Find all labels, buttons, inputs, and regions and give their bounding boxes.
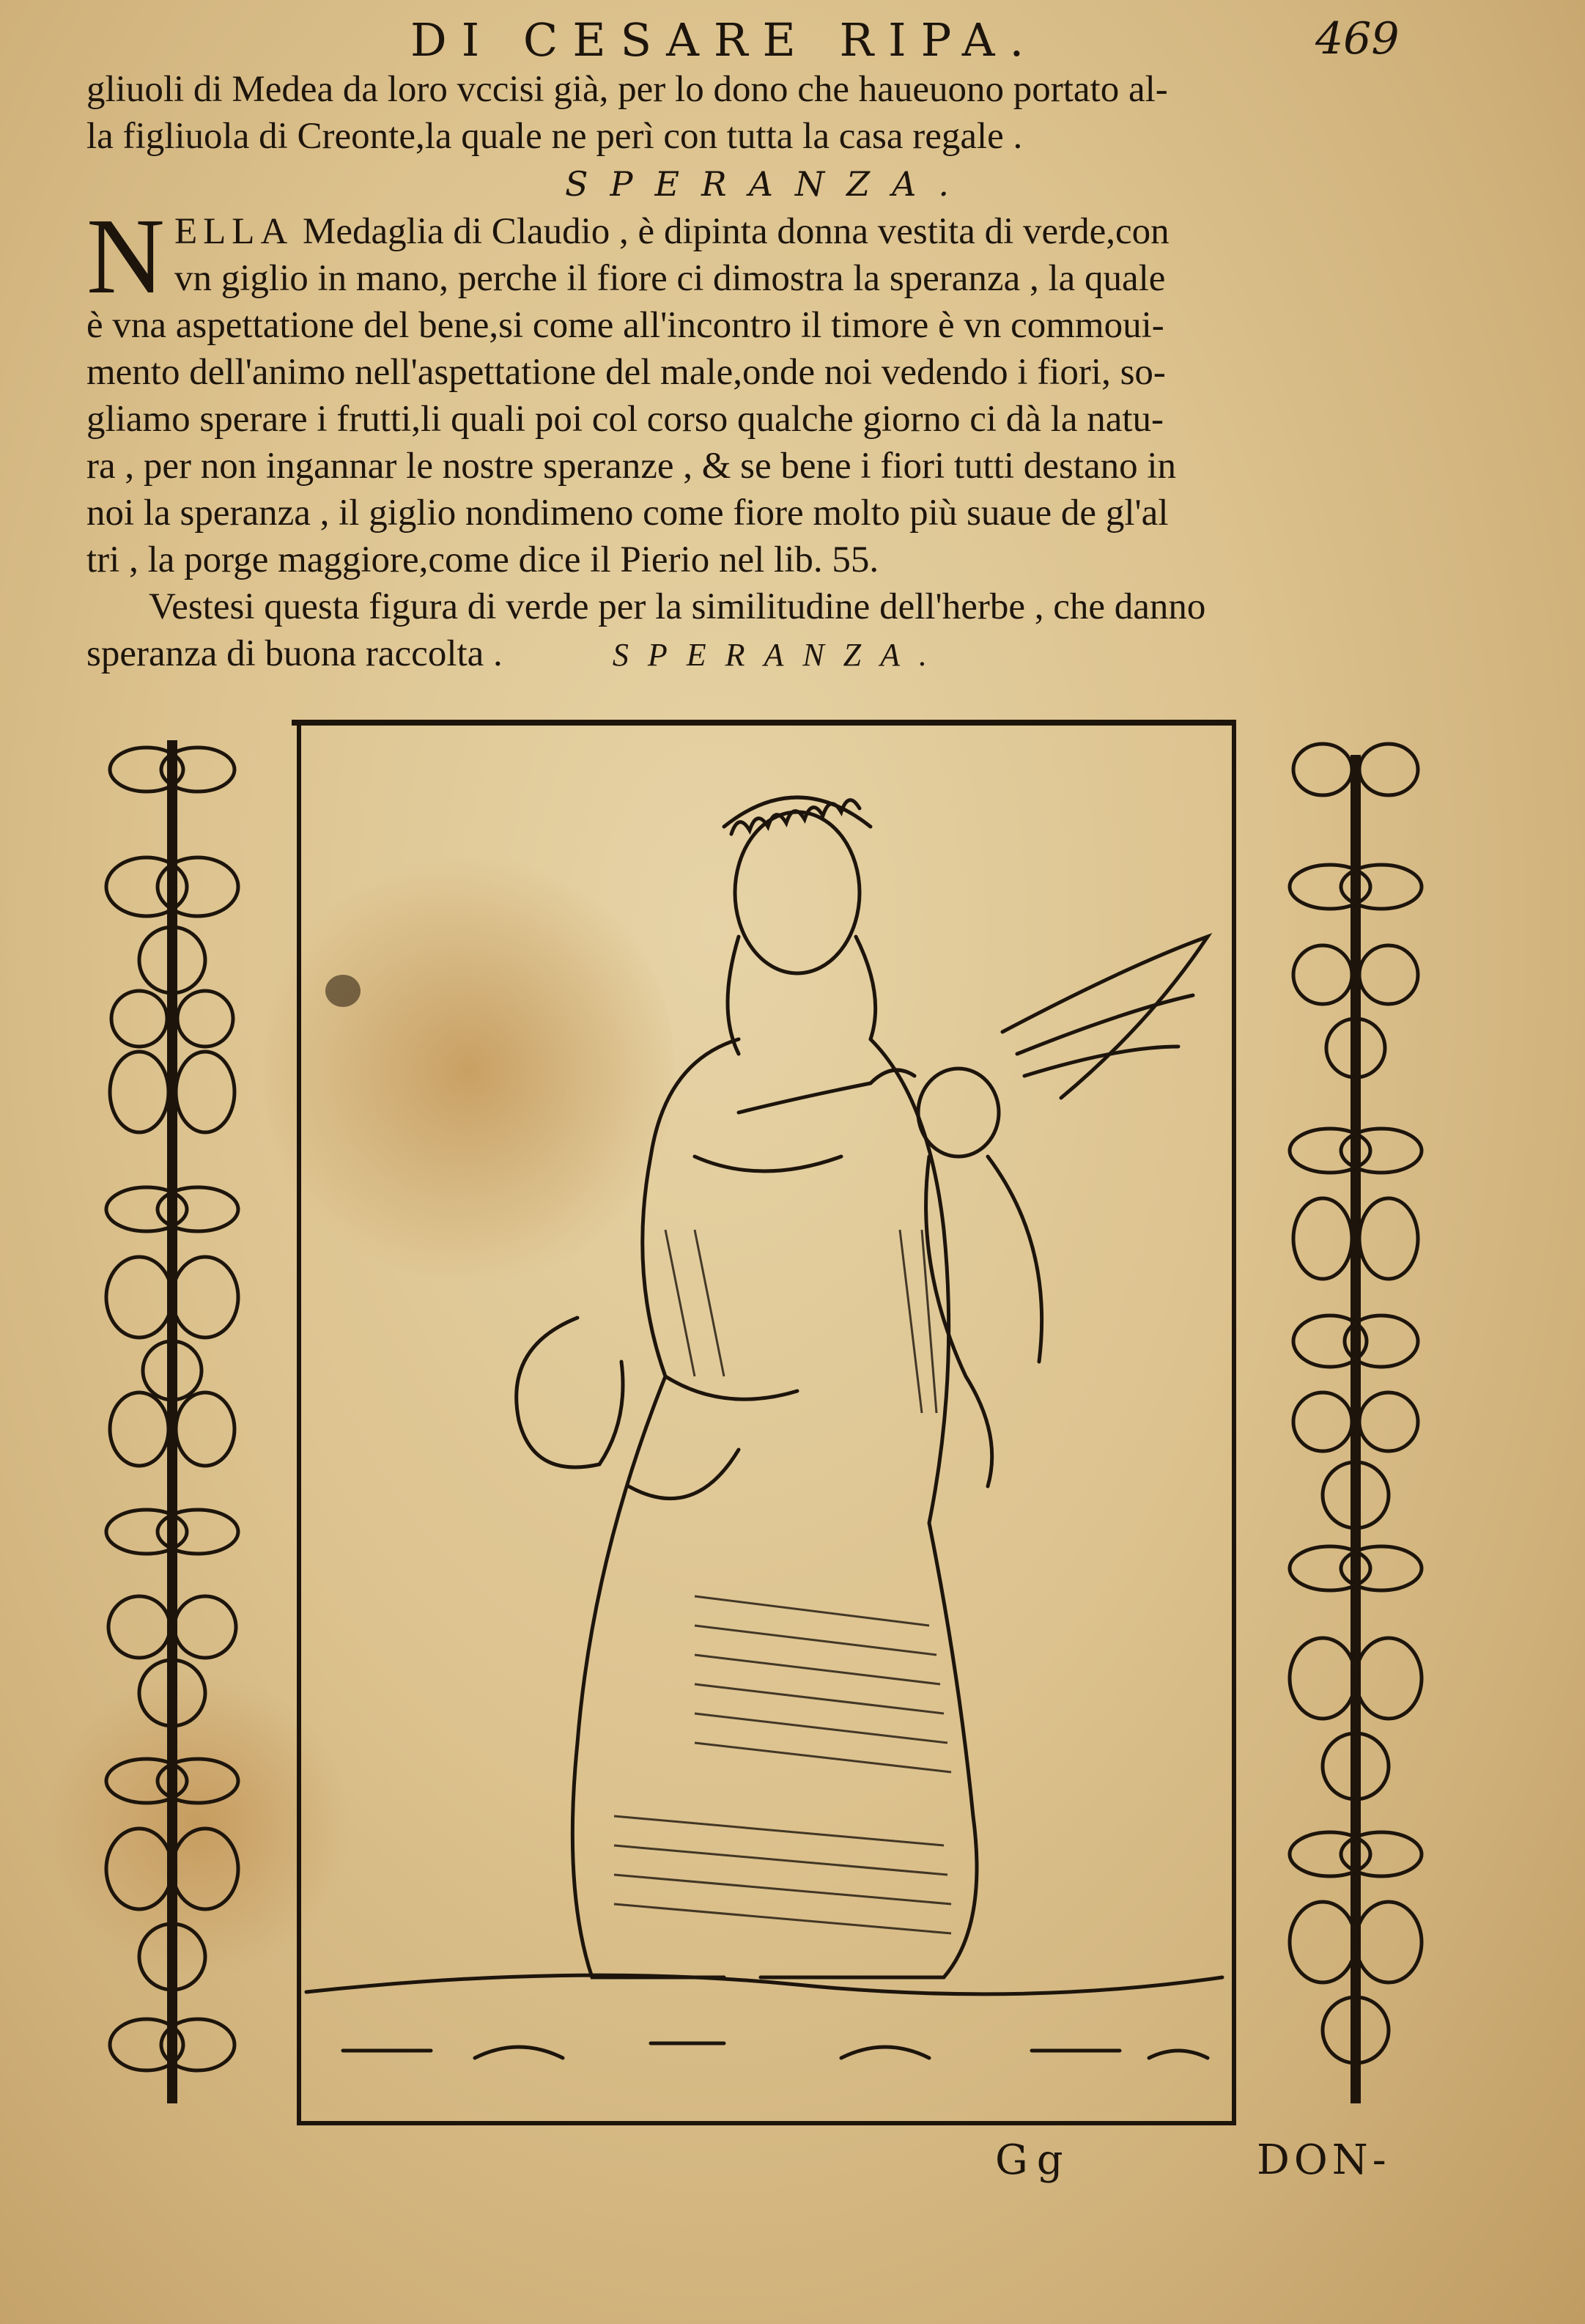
text-line: la figliuola di Creonte,la quale ne perì con tutta la casa regale .	[86, 116, 1023, 157]
text-line: ra , per non ingannar le nostre speranze , & se bene i fiori tutti destano in	[86, 446, 1177, 487]
text-span: Medaglia di Claudio , è dipinta donna vestita di verde,con	[293, 211, 1170, 252]
text-line: gliuoli di Medea da loro vccisi già, per lo dono che haueuono portato al-	[86, 69, 1168, 110]
page-number: 469	[1315, 13, 1400, 64]
garland-border-left	[88, 726, 256, 2118]
woodcut-illustration	[284, 717, 1237, 2128]
page-header	[0, 13, 1585, 67]
section-heading: SPERANZA.	[565, 164, 971, 204]
text-line: tri , la porge maggiore,come dice il Pierio nel lib. 55.	[86, 539, 879, 580]
text-line	[86, 630, 1449, 677]
paragraph	[86, 196, 1449, 317]
inline-heading: SPERANZA.	[612, 637, 947, 673]
text-line	[174, 208, 1449, 255]
text-line: Vestesi questa figura di verde per la similitudine dell'herbe , che danno	[149, 586, 1206, 627]
opening-word: ELLA	[174, 211, 294, 252]
running-head: DI CESARE RIPA.	[410, 13, 1039, 67]
page-footer	[0, 2129, 1585, 2217]
drop-cap: N	[86, 196, 165, 317]
signature-mark: Gg	[995, 2136, 1072, 2184]
text-line: vn giglio in mano, perche il fiore ci dimostra la speranza , la quale	[174, 258, 1166, 299]
text-line: noi la speranza , il giglio nondimeno come fiore molto più suaue de gl'al	[86, 493, 1169, 534]
catchword: DON-	[1257, 2136, 1391, 2184]
text-span: speranza di buona raccolta .	[86, 633, 503, 674]
body-text	[86, 66, 1449, 677]
text-line: mento dell'animo nell'aspettatione del male,onde noi vedendo i fiori, so-	[86, 352, 1166, 393]
garland-border-right	[1271, 740, 1440, 2118]
text-line: gliamo sperare i frutti,li quali poi col corso qualche giorno ci dà la natu-	[86, 399, 1164, 440]
text-line: è vna aspettatione del bene,si come all'incontro il timore è vn commoui-	[86, 305, 1164, 346]
